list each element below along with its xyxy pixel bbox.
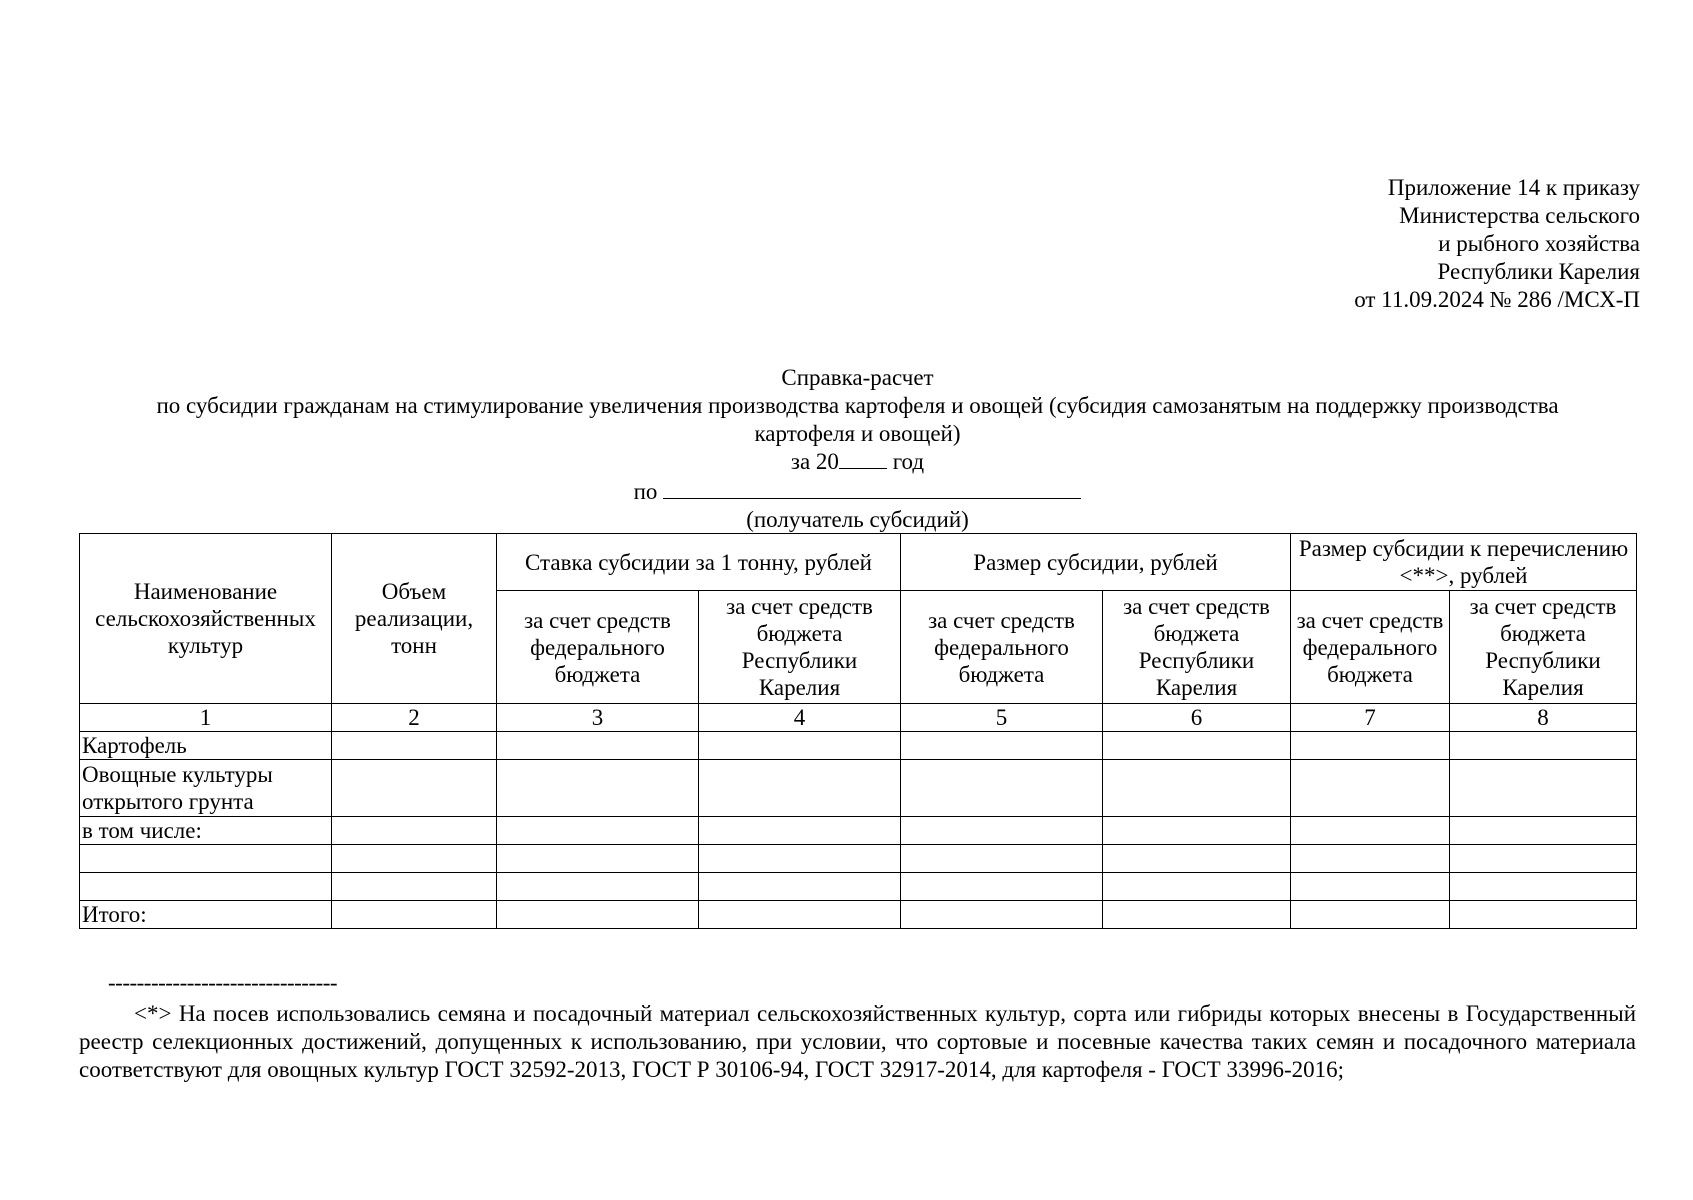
row-label[interactable] — [80, 845, 332, 873]
document-subtitle: по субсидии гражданам на стимулирование увеличения производства картофеля и овощей (субсидия самозанятым на поддержку производства картофеля и овощей) — [156, 393, 1559, 446]
table-cell[interactable] — [497, 760, 699, 817]
recipient-blank — [663, 476, 1081, 499]
table-cell[interactable] — [1291, 901, 1450, 929]
header-crop-name: Наименование сельскохозяйственных культур — [80, 534, 332, 704]
table-cell[interactable] — [1291, 873, 1450, 901]
table-cell[interactable] — [332, 901, 497, 929]
appendix-line: Республики Карелия — [1437, 259, 1640, 284]
year-blank — [839, 448, 887, 469]
row-label[interactable] — [80, 873, 332, 901]
table-cell[interactable] — [332, 732, 497, 760]
table-cell[interactable] — [901, 845, 1103, 873]
table-cell[interactable] — [1450, 817, 1637, 845]
table-cell[interactable] — [699, 732, 901, 760]
header-sub-federal: за счет средств федерального бюджета — [901, 591, 1103, 704]
po-label: по — [633, 479, 658, 504]
table-cell[interactable] — [1450, 732, 1637, 760]
header-amount-group: Размер субсидии, рублей — [901, 534, 1291, 591]
year-prefix: за 20 — [790, 449, 839, 474]
header-sub-regional: за счет средств бюджета Республики Карелия — [1450, 591, 1637, 704]
table-cell[interactable] — [1103, 817, 1291, 845]
table-cell[interactable] — [901, 901, 1103, 929]
table-row — [80, 760, 1637, 817]
header-sub-federal: за счет средств федерального бюджета — [1291, 591, 1450, 704]
header-row-top — [80, 534, 1637, 591]
table-row-total — [80, 901, 1637, 929]
year-suffix: год — [886, 449, 925, 474]
appendix-line: Приложение 14 к приказу — [1387, 175, 1640, 200]
table-cell[interactable] — [1291, 732, 1450, 760]
row-label: в том числе: — [80, 817, 332, 845]
appendix-reference — [1354, 174, 1640, 314]
table-cell[interactable] — [699, 873, 901, 901]
header-rate-group: Ставка субсидии за 1 тонну, рублей — [497, 534, 901, 591]
table-cell[interactable] — [1450, 901, 1637, 929]
column-number: 2 — [332, 704, 497, 732]
table-cell[interactable] — [1291, 817, 1450, 845]
column-number: 7 — [1291, 704, 1450, 732]
table-cell[interactable] — [1103, 732, 1291, 760]
table-cell[interactable] — [332, 873, 497, 901]
footnote-separator: -------------------------------- — [108, 970, 338, 995]
table-cell[interactable] — [332, 845, 497, 873]
recipient-line — [80, 476, 1635, 506]
table-row — [80, 732, 1637, 760]
year-line — [80, 448, 1635, 476]
table-cell[interactable] — [1450, 760, 1637, 817]
header-transfer-group: Размер субсидии к перечислению <**>, рублей — [1291, 534, 1637, 591]
header-sub-regional: за счет средств бюджета Республики Карелия — [1103, 591, 1291, 704]
table-cell[interactable] — [332, 817, 497, 845]
document-title: Справка-расчет — [781, 365, 934, 390]
table-cell[interactable] — [699, 760, 901, 817]
table-cell[interactable] — [497, 845, 699, 873]
appendix-line: Министерства сельского — [1399, 203, 1640, 228]
appendix-line: от 11.09.2024 № 286 /МСХ-П — [1354, 287, 1640, 312]
table-cell[interactable] — [1103, 845, 1291, 873]
document-heading — [80, 364, 1635, 534]
row-label: Картофель — [80, 732, 332, 760]
recipient-caption: (получатель субсидий) — [746, 507, 969, 532]
table-cell[interactable] — [699, 845, 901, 873]
table-cell[interactable] — [1291, 760, 1450, 817]
subsidy-table — [79, 533, 1637, 929]
table-cell[interactable] — [1450, 845, 1637, 873]
table-cell[interactable] — [1103, 760, 1291, 817]
column-number: 6 — [1103, 704, 1291, 732]
table-row — [80, 873, 1637, 901]
table-cell[interactable] — [1103, 901, 1291, 929]
table-cell[interactable] — [332, 760, 497, 817]
appendix-line: и рыбного хозяйства — [1438, 231, 1640, 256]
row-label: Итого: — [80, 901, 332, 929]
table-row — [80, 845, 1637, 873]
table-cell[interactable] — [901, 760, 1103, 817]
table-cell[interactable] — [699, 817, 901, 845]
column-number: 3 — [497, 704, 699, 732]
table-cell[interactable] — [901, 732, 1103, 760]
header-volume: Объем реализации, тонн — [332, 534, 497, 704]
footnote-text: <*> На посев использовались семяна и посадочный материал сельскохозяйственных культур, сорта или гибриды которых внесены в Государственный реестр селекционных достижений, допущенных к использованию, при условии, что сортовые и посевные качества таких семян и посадочного материала соответствуют для овощных культур ГОСТ 32592-2013, ГОСТ Р 30106-94, ГОСТ 32917-2014, для картофеля - ГОСТ 33996-2016; — [79, 1001, 1636, 1082]
row-label: Овощные культуры открытого грунта — [80, 760, 332, 817]
column-number: 5 — [901, 704, 1103, 732]
column-number: 4 — [699, 704, 901, 732]
table-row — [80, 817, 1637, 845]
table-cell[interactable] — [497, 817, 699, 845]
table-cell[interactable] — [497, 732, 699, 760]
header-sub-regional: за счет средств бюджета Республики Карелия — [699, 591, 901, 704]
table-cell[interactable] — [1291, 845, 1450, 873]
table-cell[interactable] — [901, 817, 1103, 845]
table-cell[interactable] — [497, 901, 699, 929]
column-number: 8 — [1450, 704, 1637, 732]
header-sub-federal: за счет средств федерального бюджета — [497, 591, 699, 704]
column-number: 1 — [80, 704, 332, 732]
table-cell[interactable] — [901, 873, 1103, 901]
table-cell[interactable] — [1103, 873, 1291, 901]
table-cell[interactable] — [497, 873, 699, 901]
table-cell[interactable] — [699, 901, 901, 929]
table-cell[interactable] — [1450, 873, 1637, 901]
column-number-row — [80, 704, 1637, 732]
